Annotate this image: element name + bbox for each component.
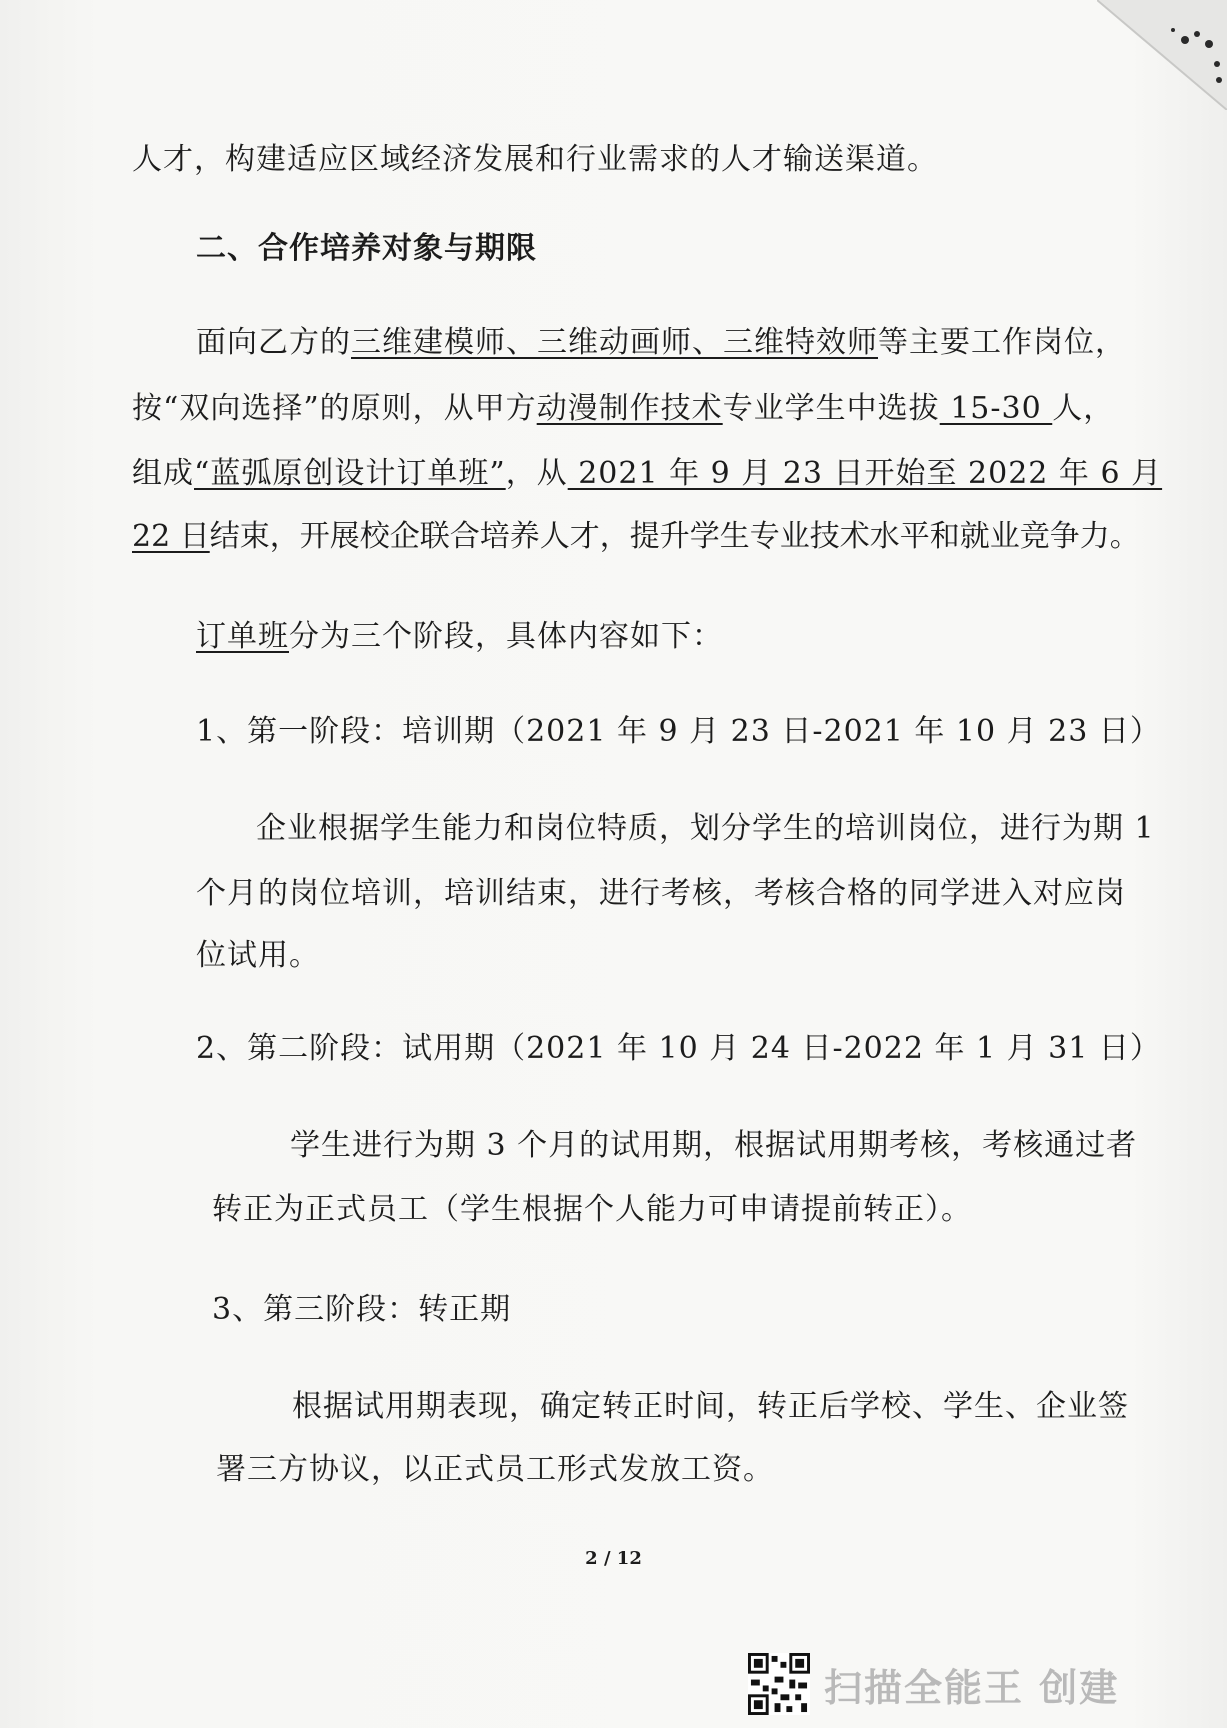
paragraph-line xyxy=(132,142,938,178)
text: 人， xyxy=(1052,391,1115,426)
text: 个月的岗位培训，培训结束，进行考核，考核合格的同学进入对应岗 xyxy=(196,876,1126,911)
text: ，从 xyxy=(505,456,568,491)
corner-fold-shadow xyxy=(1097,0,1227,110)
watermark-text: 扫描全能王 创建 xyxy=(824,1665,1120,1710)
underlined-text: 2021 年 9 月 23 日开始至 2022 年 6 月 xyxy=(567,456,1163,491)
paragraph-line xyxy=(256,811,1155,847)
paragraph-line xyxy=(196,876,1126,912)
heading-text: 二、合作培养对象与期限 xyxy=(196,231,537,266)
text: 按“双向选择”的原则，从甲方 xyxy=(132,391,537,426)
text: 专业学生中选拔 xyxy=(722,391,940,426)
underlined-text: 订单班 xyxy=(196,619,289,654)
text: 根据试用期表现，确定转正时间，转正后学校、学生、企业签 xyxy=(292,1389,1129,1424)
paragraph-line xyxy=(216,1452,774,1488)
page-number: 2 / 12 xyxy=(585,1548,642,1569)
text: 1、第一阶段：培训期（2021 年 9 月 23 日-2021 年 10 月 23 日） xyxy=(196,714,1161,749)
paragraph-line xyxy=(212,1192,972,1228)
text: 等主要工作岗位， xyxy=(878,325,1126,360)
stage-title xyxy=(196,1031,1161,1067)
text: 位试用。 xyxy=(196,938,320,973)
paragraph-line xyxy=(290,1128,1137,1164)
underlined-text: “蓝弧原创设计订单班” xyxy=(194,456,506,491)
stage-title xyxy=(196,714,1161,750)
stage-title xyxy=(212,1292,511,1328)
text: 结束，开展校企联合培养人才，提升学生专业技术水平和就业竞争力。 xyxy=(209,519,1140,554)
underlined-text: 动漫制作技术 xyxy=(536,391,723,426)
paragraph-line xyxy=(132,456,1162,492)
text: 人才，构建适应区域经济发展和行业需求的人才输送渠道。 xyxy=(132,142,938,177)
underlined-text: 三维建模师、三维动画师、三维特效师 xyxy=(351,325,878,360)
text: 分为三个阶段，具体内容如下： xyxy=(289,619,723,654)
qr-code-icon xyxy=(748,1653,810,1715)
text: 面向乙方的 xyxy=(196,325,351,360)
paragraph-line xyxy=(196,325,1126,361)
section-heading xyxy=(196,231,537,267)
text: 学生进行为期 3 个月的试用期，根据试用期考核，考核通过者 xyxy=(290,1128,1138,1163)
paragraph-line xyxy=(132,519,1140,555)
paragraph-line xyxy=(196,938,320,974)
text: 转正为正式员工（学生根据个人能力可申请提前转正）。 xyxy=(212,1192,972,1227)
paragraph-line xyxy=(292,1389,1129,1425)
paragraph-line xyxy=(132,391,1114,427)
text: 组成 xyxy=(132,456,194,491)
text: 3、第三阶段：转正期 xyxy=(212,1292,512,1327)
paragraph-line xyxy=(196,619,723,655)
underlined-text: 15-30 xyxy=(939,391,1053,426)
scanner-watermark xyxy=(748,1652,1119,1716)
underlined-text: 22 日 xyxy=(132,519,210,554)
text: 企业根据学生能力和岗位特质，划分学生的培训岗位，进行为期 1 xyxy=(256,811,1155,846)
text: 署三方协议，以正式员工形式发放工资。 xyxy=(216,1452,774,1487)
text: 2、第二阶段：试用期（2021 年 10 月 24 日-2022 年 1 月 31 日） xyxy=(196,1031,1161,1066)
